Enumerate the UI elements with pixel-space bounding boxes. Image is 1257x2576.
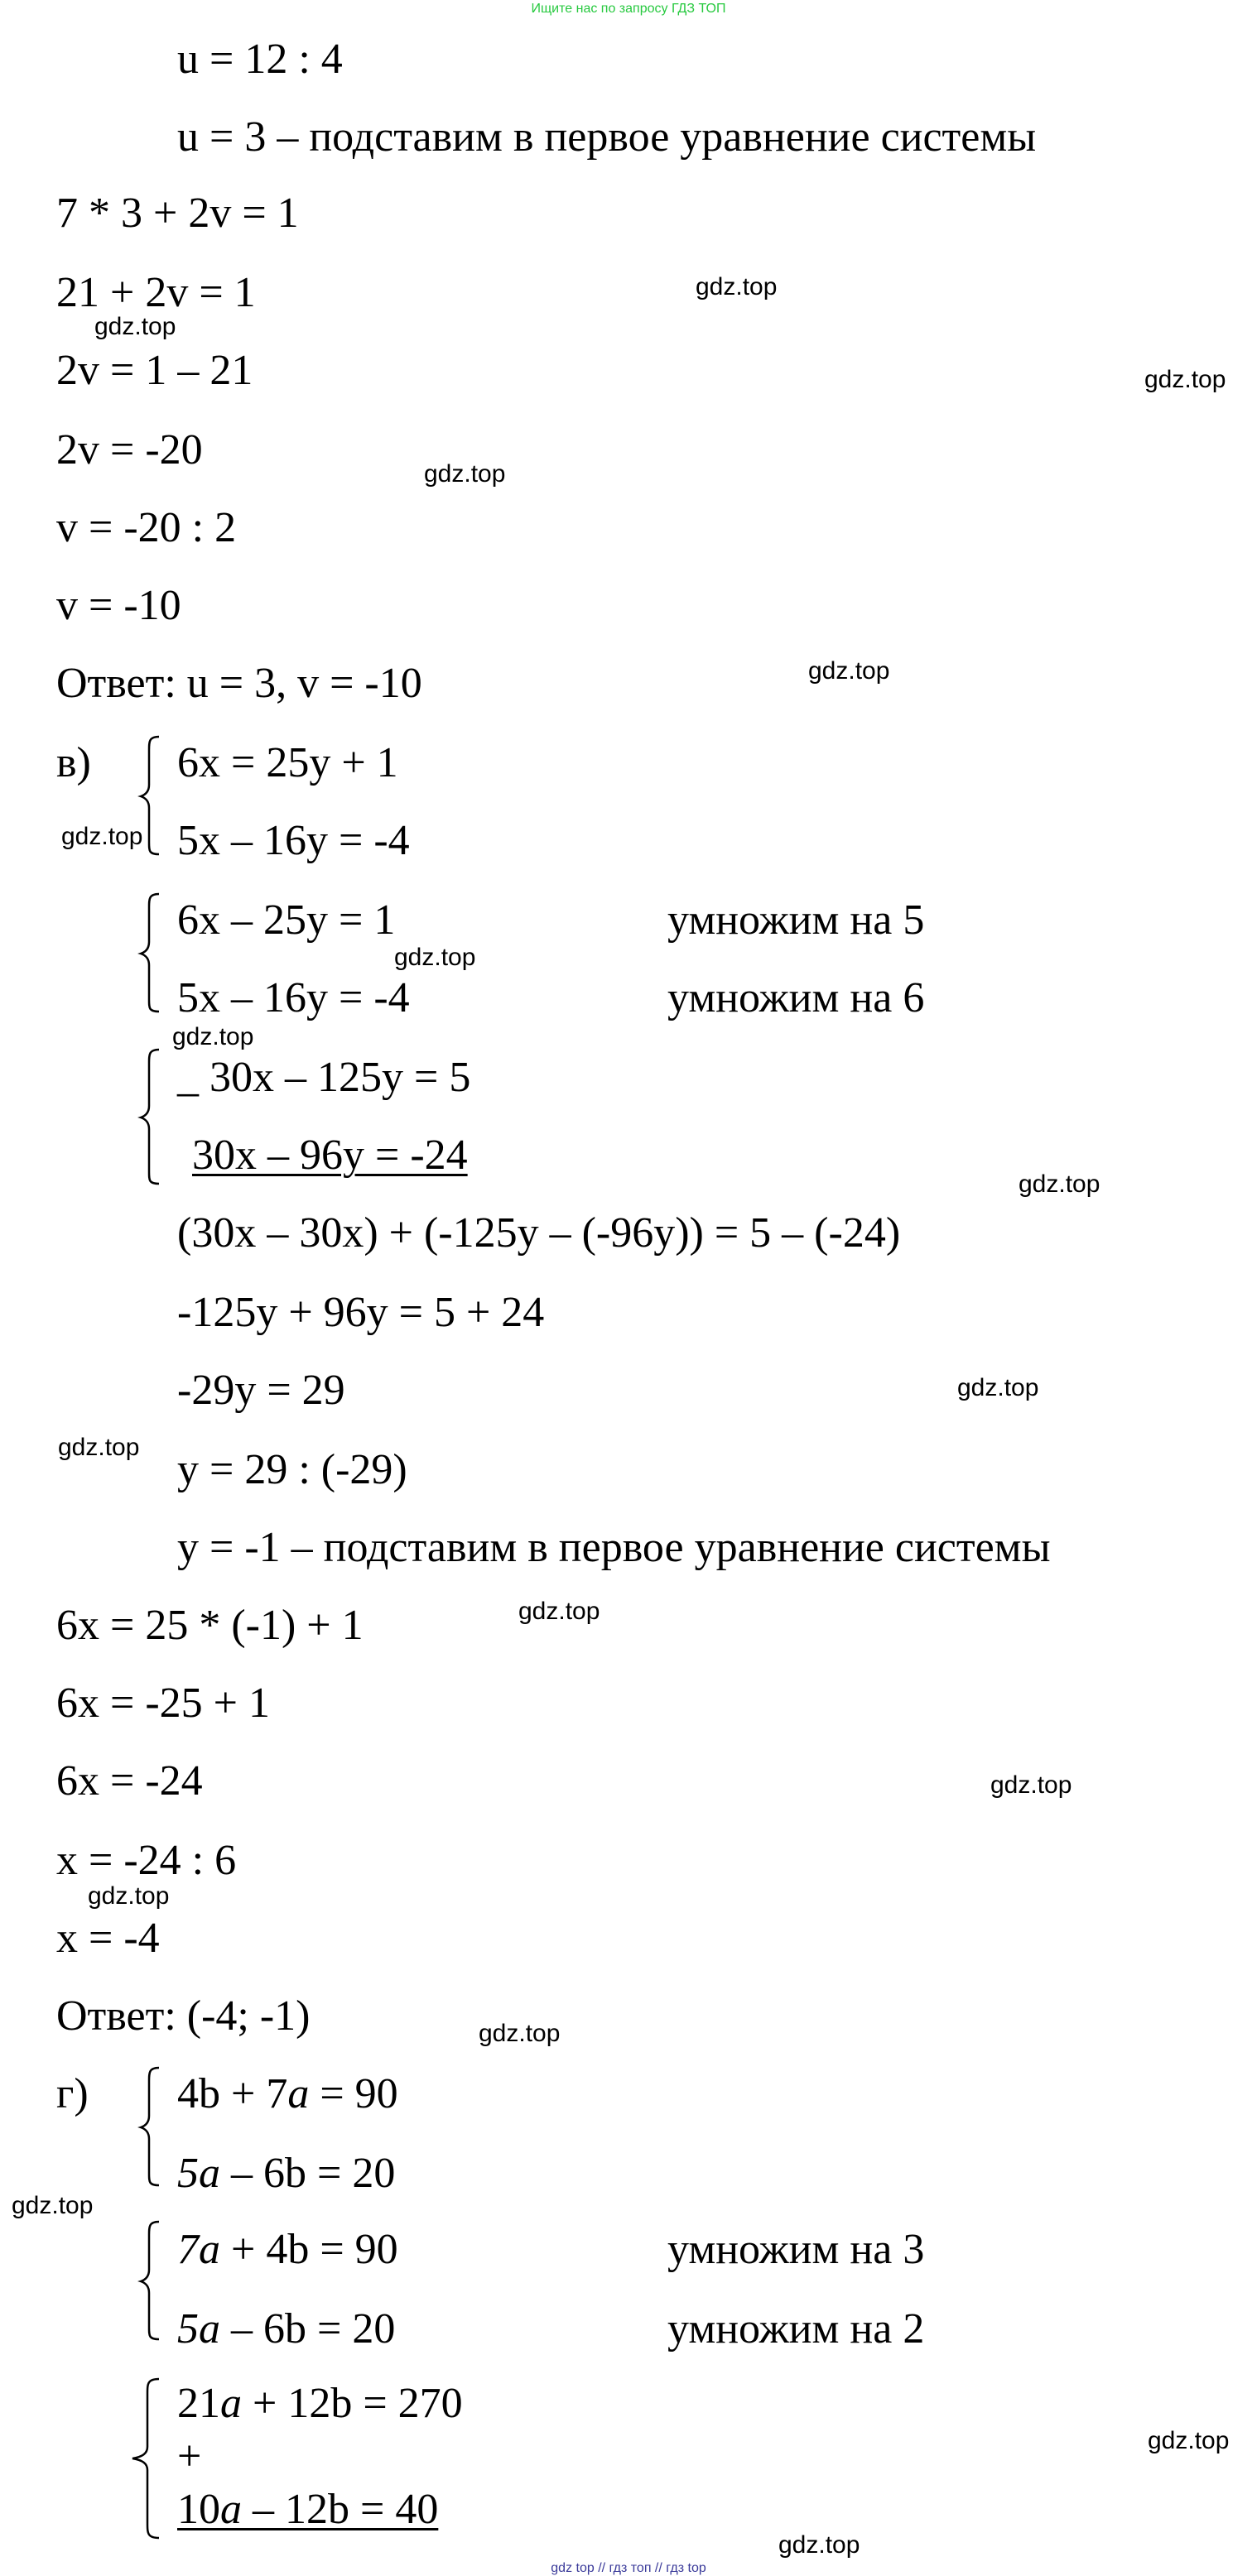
- answer-v: Ответ: (-4; -1): [56, 1992, 311, 2040]
- system-brace-icon: [139, 891, 164, 1015]
- line-u-12-4: u = 12 : 4: [177, 36, 343, 83]
- plus-sign: +: [177, 2433, 202, 2480]
- watermark: gdz.top: [394, 944, 476, 971]
- line-21-2v: 21 + 2v = 1: [56, 269, 256, 316]
- system-v-eq2: 5x – 16y = -4: [177, 817, 410, 864]
- line-x-24-6: x = -24 : 6: [56, 1837, 237, 1884]
- line-v-minus10: v = -10: [56, 582, 181, 629]
- line-6x-25: 6x = 25 * (-1) + 1: [56, 1602, 364, 1649]
- eq-part: 10: [177, 2486, 220, 2533]
- system-v2-eq2: 5x – 16y = -4: [177, 974, 410, 1021]
- system-brace-icon: [139, 733, 164, 858]
- multiply-note: умножим на 2: [667, 2305, 925, 2353]
- line-6x-minus25: 6x = -25 + 1: [56, 1680, 270, 1727]
- var-a: a: [220, 2486, 242, 2533]
- line-125y-96y: -125y + 96y = 5 + 24: [177, 1289, 545, 1336]
- answer-b: Ответ: u = 3, v = -10: [56, 660, 422, 707]
- footer: gdz top // гдз топ // гдз top: [551, 2561, 706, 2575]
- eq-part: – 6b = 20: [220, 2150, 396, 2197]
- watermark: gdz.top: [61, 823, 143, 850]
- watermark: gdz.top: [990, 1771, 1072, 1799]
- line-v-20-2: v = -20 : 2: [56, 504, 237, 551]
- watermark: gdz.top: [58, 1434, 140, 1461]
- system-v2-eq1: 6x – 25y = 1: [177, 896, 396, 944]
- var-5a: 5a: [177, 2150, 220, 2197]
- var-a: a: [220, 2380, 242, 2427]
- line-x-minus4: x = -4: [56, 1915, 160, 1962]
- system-brace-icon: [139, 1046, 164, 1187]
- system-brace-icon: [129, 2376, 162, 2541]
- line-7-3: 7 * 3 + 2v = 1: [56, 190, 299, 237]
- eq-part: – 6b = 20: [220, 2305, 396, 2353]
- subtract-eq2: 30x – 96y = -24: [192, 1132, 468, 1179]
- system-g-eq1: [177, 2070, 398, 2117]
- line-u-3: u = 3 – подставим в первое уравнение системы: [177, 113, 1037, 161]
- system-v-eq1: 6x = 25y + 1: [177, 739, 398, 786]
- eq-part: + 12b = 270: [242, 2380, 463, 2427]
- line-expand: (30x – 30x) + (-125y – (-96y)) = 5 – (-24): [177, 1209, 901, 1257]
- watermark: gdz.top: [94, 313, 176, 340]
- eq-part: 21: [177, 2380, 220, 2427]
- line-y-minus1: y = -1 – подставим в первое уравнение системы: [177, 1524, 1051, 1571]
- var-7a: 7a: [177, 2226, 220, 2273]
- watermark: gdz.top: [1144, 366, 1226, 393]
- system-g2-eq1: [177, 2228, 398, 2271]
- system-brace-icon: [139, 2218, 164, 2343]
- eq-part: = 90: [309, 2070, 398, 2117]
- watermark: gdz.top: [518, 1598, 600, 1625]
- watermark: gdz.top: [12, 2192, 94, 2219]
- label-g: г): [56, 2070, 89, 2117]
- add-eq2: [177, 2488, 438, 2531]
- system-g-eq2: [177, 2152, 395, 2195]
- watermark: gdz.top: [1148, 2427, 1230, 2454]
- line-y-29: y = 29 : (-29): [177, 1446, 407, 1493]
- eq-part: – 12b = 40: [242, 2486, 439, 2533]
- multiply-note: умножим на 6: [667, 974, 925, 1021]
- watermark: gdz.top: [1019, 1170, 1100, 1198]
- watermark: gdz.top: [88, 1882, 170, 1910]
- watermark: gdz.top: [957, 1374, 1039, 1401]
- system-g2-eq2: [177, 2305, 396, 2353]
- add-eq1: [177, 2382, 463, 2425]
- line-2v-1-21: 2v = 1 – 21: [56, 347, 253, 394]
- eq-part: + 4b = 90: [220, 2226, 398, 2273]
- watermark: gdz.top: [172, 1023, 254, 1050]
- line-29y: -29y = 29: [177, 1367, 345, 1414]
- line-2v-minus20: 2v = -20: [56, 426, 203, 473]
- eq-part: 4b + 7: [177, 2070, 288, 2117]
- label-v: в): [56, 739, 91, 786]
- var-a: a: [287, 2070, 310, 2117]
- system-brace-icon: [139, 2064, 164, 2189]
- multiply-note: умножим на 3: [667, 2226, 925, 2273]
- watermark: gdz.top: [479, 2020, 561, 2047]
- line-6x-minus24: 6x = -24: [56, 1757, 203, 1805]
- watermark: gdz.top: [424, 460, 506, 488]
- var-5a: 5a: [177, 2305, 220, 2353]
- watermark: gdz.top: [808, 657, 890, 685]
- top-banner: Ищите нас по запросу ГДЗ ТОП: [531, 2, 726, 16]
- subtract-eq1: _ 30x – 125y = 5: [177, 1054, 471, 1101]
- watermark: gdz.top: [778, 2531, 860, 2559]
- multiply-note: умножим на 5: [667, 896, 925, 944]
- watermark: gdz.top: [696, 273, 778, 300]
